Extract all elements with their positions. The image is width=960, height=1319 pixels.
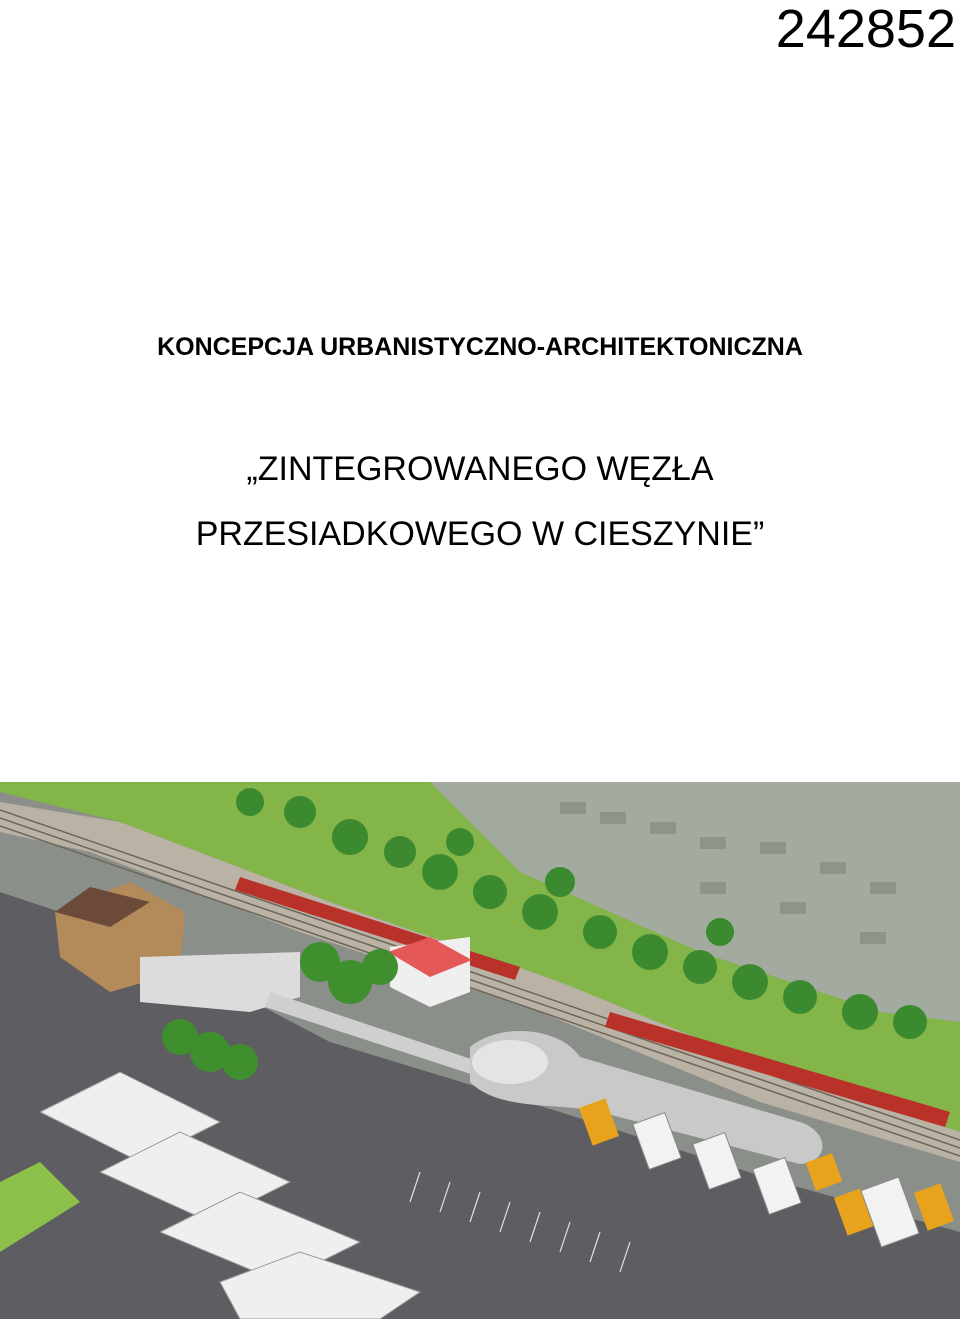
title-line-2: „ZINTEGROWANEGO WĘZŁA — [246, 450, 714, 488]
title-line-1: KONCEPCJA URBANISTYCZNO-ARCHITEKTONICZNA — [157, 333, 803, 361]
platform-rotunda — [472, 1040, 548, 1084]
title-line-3: PRZESIADKOWEGO W CIESZYNIE” — [195, 515, 765, 553]
station-aerial-rendering — [0, 782, 960, 1319]
document-id: 242852 — [775, 0, 956, 59]
